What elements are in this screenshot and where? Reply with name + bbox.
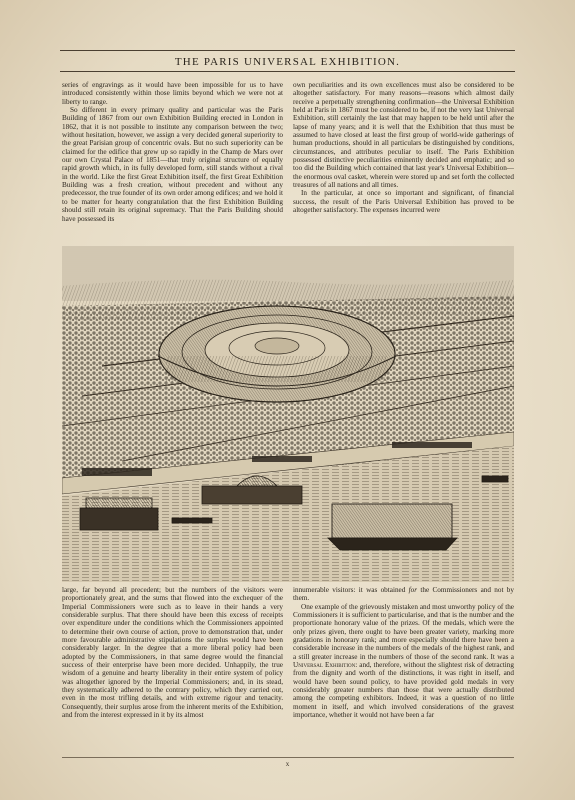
exhibition-engraving-illustration xyxy=(62,246,514,582)
header-rule-top xyxy=(60,50,515,51)
paragraph: So different in every primary quality and particular was the Paris Building of 1867 from our own Exhibition Building erected in London in 1862, that it is not possible to institute any comparison between the two; without hesitation, however, we assign a very decided general superiority to the great Parisian group of concentric ovals. But no such superiority can be claimed for the edifice that grew up so rapidly in the Champ de Mars over our own Crystal Palace of 1851—that truly original structure of equally rapid growth which, in its fully developed form, still stands without a rival in the world. Like the first Great Exhibition itself, the first Great Exhibition Building was a fresh creation, without precedent and without any predecessor, the true founder of its own order among edifices; and we hold it to be matter for hearty congratulation that the first Exhibition Building should still retain its original supremacy. That the Paris Building should have possessed its xyxy=(62,106,283,223)
bottom-right-column xyxy=(293,586,514,756)
paragraph: series of engravings as it would have been impossible for us to have introduced consistently within those limits beyond which we were not at liberty to range. xyxy=(62,81,283,106)
text-run: the Commissioners and not by them. xyxy=(293,586,514,603)
running-head-title: THE PARIS UNIVERSAL EXHIBITION. xyxy=(174,56,401,68)
paragraph xyxy=(293,586,514,603)
italic-text: for xyxy=(408,586,418,594)
small-caps-text: Universal Exhibition xyxy=(293,661,356,670)
bottom-left-column xyxy=(62,586,283,756)
paragraph xyxy=(293,603,514,720)
text-run: One example of the grievously mistaken and most unworthy policy of the Commissioners it is sufficient to particularise, and that is the number and the proportionate honorary value of the prizes. Of the medals, which were the only prizes given, there ought to have been greater variety, marking more gradations in honorary rank; and more especially should there have been a considerable increase in the numbers of the medals of the highest rank, and a still greater increase in the numbers of those of the second rank. It was a xyxy=(293,602,514,661)
engraving-drawing xyxy=(62,246,514,582)
footer-rule xyxy=(62,757,514,758)
top-left-column xyxy=(62,81,283,243)
header-rule-bottom xyxy=(60,71,515,72)
paragraph: own peculiarities and its own excellences must also be considered to be altogether satisfactory. For many reasons—reasons which almost daily receive a perpetually strengthening confirmation—the Universal Exhibition held at Paris in 1867 must be considered to be, if not the very last Universal Exhibition, still certainly the last that may happen to be held until after the lapse of many years; and it is well that the Exhibition that thus must be assumed to have closed at least the first group of world-wide gatherings of human productions, should in all particulars be distinguished by conditions, circumstances, and attributes peculiar to itself. The Paris Exhibition possessed distinctive peculiarities eminently decided and emphatic; and so too did the Building which contained that last year's Universal Exhibition—the enormous oval casket, wherein were stored up and set forth the collected treasures of all nations and all times. xyxy=(293,81,514,190)
page-folio: x xyxy=(285,760,290,768)
paragraph: large, far beyond all precedent; but the numbers of the visitors were proportionately great, and the sums that flowed into the exchequer of the Imperial Commissioners were such as to leave in their hands a very considerable surplus. That there should have been this excess of receipts over expenditure under the conditions which the Commissioners appointed to determine their own course of action, prove to demonstration that, under more favourable administrative stipulations the surplus would have been considerably larger. In the degree that a more liberal policy had been adopted by the Commissioners, in that same degree would the financial success of their enterprise have been more decided. Unhappily, the true wisdom of a genuine and hearty liberality in their entire system of policy was altogether ignored by the Imperial Commissioners; and, in its stead, they systematically adhered to the contrary policy, which they carried out, even in the most trifling details, and with extreme rigour and tenacity. Consequently, their surplus arose from the inherent merits of the Exhibition, and from the interest expressed in it by its almost xyxy=(62,586,283,720)
text-run: innumerable visitors: it was obtained xyxy=(293,586,409,594)
top-right-column xyxy=(293,81,514,243)
paragraph: In the particular, at once so important and significant, of financial success, the result of the Paris Universal Exhibition has proved to be altogether satisfactory. The expenses incurred were xyxy=(293,189,514,215)
text-run: : and, therefore, without the slightest risk of detracting from the dignity and worth of the distinctions, it was right in itself, and would have been sound policy, to have provided gold medals in very considerably greater numbers than those that were actually distributed among the competing exhibitors. Indeed, it was a question of no little moment in itself, and which involved considerations of the gravest importance, whether it would not have been a far xyxy=(293,661,514,720)
